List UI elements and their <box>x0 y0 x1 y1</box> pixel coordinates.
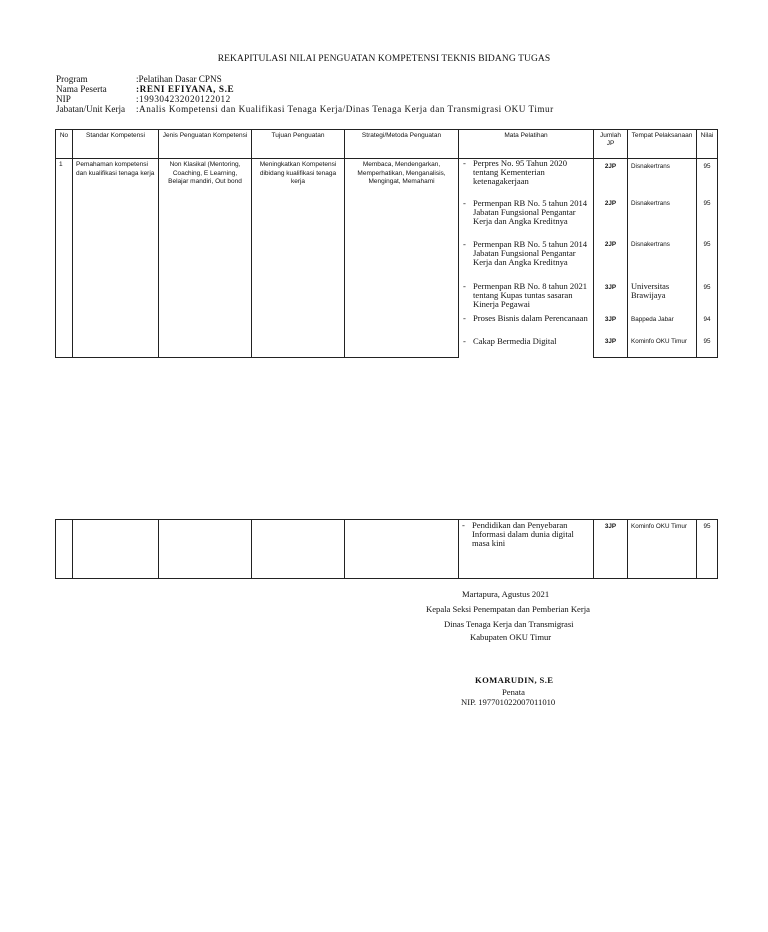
list-item: - Permenpan RB No. 5 tahun 2014 Jabatan Fungsional Pengantar Kerja dan Angka Kreditnya <box>463 239 588 267</box>
signer-position: Kepala Seksi Penempatan dan Pemberian Kerja <box>426 604 590 614</box>
jabatan-value: :Analis Kompetensi dan Kualifikasi Tenaga Kerja/Dinas Tenaga Kerja dan Transmigrasi OKU Timur <box>136 104 554 114</box>
table-row <box>56 159 718 358</box>
signer-office: Dinas Tenaga Kerja dan Transmigrasi <box>444 619 574 629</box>
nip-value: :199304232020122012 <box>136 94 231 104</box>
program-label: Program <box>56 74 88 84</box>
jp-value: 2JP <box>604 241 617 248</box>
table-row <box>56 520 718 579</box>
tempat-value: Disnakertrans <box>631 241 670 248</box>
header-tujuan: Tujuan Penguatan <box>252 130 345 159</box>
signer-region: Kabupaten OKU Timur <box>470 632 552 642</box>
list-item: - Pendidikan dan Penyebaran Informasi dalam dunia digital masa kini <box>462 520 574 548</box>
list-item: - Perpres No. 95 Tahun 2020 tentang Kementerian ketenagakerjaan <box>463 158 567 186</box>
nilai-value: 95 <box>703 338 711 345</box>
header-nilai: Nilai <box>697 130 718 159</box>
nilai-value: 95 <box>703 200 711 207</box>
program-row <box>56 74 554 84</box>
nilai-value: 94 <box>703 316 711 323</box>
document-title: REKAPITULASI NILAI PENGUATAN KOMPETENSI TEKNIS BIDANG TUGAS <box>217 54 551 64</box>
nama-row <box>56 84 554 94</box>
header-jenis: Jenis Penguatan Kompetensi <box>159 130 252 159</box>
nama-label: Nama Peserta <box>56 84 107 94</box>
header-tempat: Tempat Pelaksanaan <box>628 130 697 159</box>
cell-standar <box>73 520 159 579</box>
tempat-value: Universitas Brawijaya <box>631 282 670 300</box>
jp-value: 3JP <box>604 338 617 345</box>
cell-strategi <box>345 520 459 579</box>
tempat-value: Bappeda Jabar <box>631 316 674 323</box>
tempat-value: Kominfo OKU Timur <box>628 520 697 579</box>
header-jumlah: Jumlah JP <box>594 130 628 159</box>
header-strategi: Strategi/Metoda Penguatan <box>345 130 459 159</box>
signer-nip: NIP. 197701022007011010 <box>461 697 556 707</box>
list-item: - Permenpan RB No. 5 tahun 2014 Jabatan Fungsional Pengantar Kerja dan Angka Kreditnya <box>463 198 588 226</box>
list-item: - Cakap Bermedia Digital <box>463 336 557 346</box>
nilai-value: 95 <box>703 241 711 248</box>
tempat-value: Disnakertrans <box>631 163 670 170</box>
cell-jumlah-jp <box>594 159 628 358</box>
signer-rank: Penata <box>502 687 525 697</box>
jabatan-row <box>56 104 554 114</box>
table-header-row <box>56 130 718 159</box>
nilai-value: 95 <box>703 284 711 291</box>
cell-standar: Pemahaman kompetensi dan kualifikasi tenaga kerja <box>73 159 159 358</box>
jp-value: 3JP <box>594 520 628 579</box>
jp-value: 2JP <box>604 163 617 170</box>
cell-nilai <box>697 159 718 358</box>
nilai-value: 95 <box>703 163 711 170</box>
participant-info <box>56 74 554 114</box>
jp-value: 2JP <box>604 200 617 207</box>
tempat-value: Kominfo OKU Timur <box>631 338 687 345</box>
jp-value: 3JP <box>604 316 617 323</box>
place-date: Martapura, Agustus 2021 <box>462 589 550 599</box>
jabatan-label: Jabatan/Unit Kerja <box>56 104 126 114</box>
nama-value: :RENI EFIYANA, S.E <box>136 84 235 94</box>
cell-jenis <box>159 520 252 579</box>
header-standar: Standar Kompetensi <box>73 130 159 159</box>
header-no: No <box>56 130 73 159</box>
competency-table <box>55 129 718 358</box>
cell-mata-pelatihan <box>459 520 594 579</box>
list-item: - Proses Bisnis dalam Perencanaan <box>463 313 588 323</box>
signer-name: KOMARUDIN, S.E <box>475 675 554 685</box>
cell-tujuan <box>252 520 345 579</box>
cell-mata-pelatihan <box>459 159 594 358</box>
cell-no <box>56 520 73 579</box>
nip-label: NIP <box>56 94 71 104</box>
cell-tempat <box>628 159 697 358</box>
nip-row <box>56 94 554 104</box>
tempat-value: Disnakertrans <box>631 200 670 207</box>
program-value: :Pelatihan Dasar CPNS <box>136 74 222 84</box>
cell-jenis: Non Klasikal (Mentoring, Coaching, E Learning, Belajar mandiri, Out bond <box>159 159 252 358</box>
nilai-value: 95 <box>697 520 718 579</box>
cell-tujuan: Meningkatkan Kompetensi dibidang kualifikasi tenaga kerja <box>252 159 345 358</box>
cell-strategi: Membaca, Mendengarkan, Memperhatikan, Menganalisis, Mengingat, Memahami <box>345 159 459 358</box>
competency-table-continued <box>55 519 718 579</box>
header-mata: Mata Pelatihan <box>459 130 594 159</box>
jp-value: 3JP <box>604 284 617 291</box>
list-item: - Permenpan RB No. 8 tahun 2021 tentang Kupas tuntas sasaran Kinerja Pegawai <box>463 281 588 309</box>
cell-no: 1 <box>56 159 73 358</box>
